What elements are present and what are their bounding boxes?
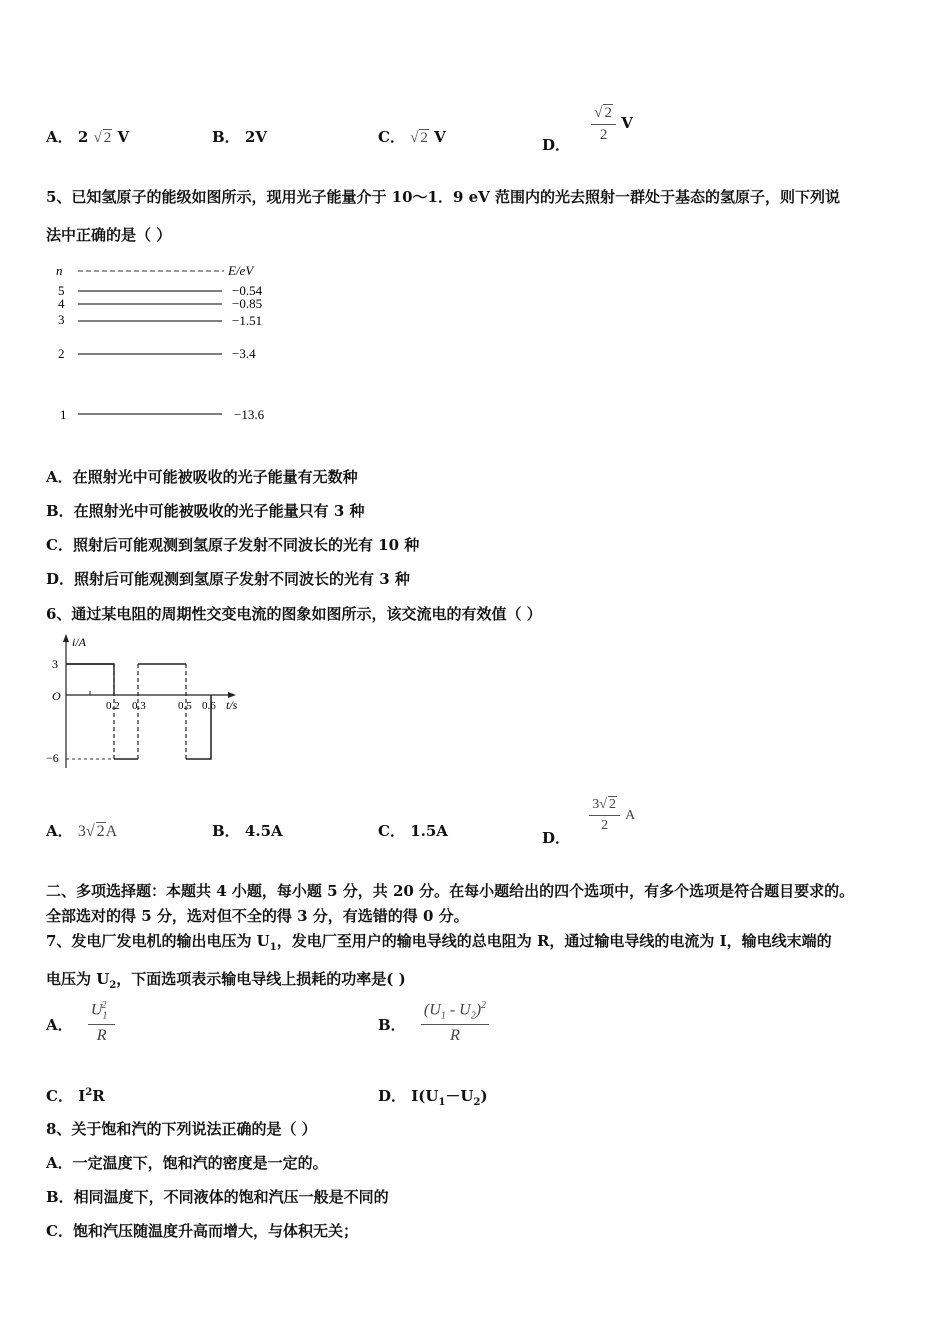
q5-stem-line1: 5、已知氢原子的能级如图所示，现用光子能量介于 10～1．9 eV 范围内的光去照射一群处于基态的氢原子，则下列说	[46, 188, 841, 206]
current-waveform	[66, 664, 114, 695]
y-tick-minus6: −6	[46, 751, 59, 765]
level-3-e: −1.51	[232, 313, 263, 328]
q7-option-c[interactable]: C． $I^2R$	[46, 1087, 105, 1105]
level-1-e: −13.6	[234, 407, 265, 422]
sqrt-symbol: √ 2	[85, 823, 105, 840]
q5-option-b[interactable]: B．在照射光中可能被吸收的光子能量只有 3 种	[46, 502, 365, 520]
fraction: $\frac{U_1^2}{R}$	[88, 1000, 116, 1045]
level-4-n: 4	[58, 296, 65, 311]
q5-stem-line2: 法中正确的是（ ）	[46, 226, 172, 244]
level-3-n: 3	[58, 312, 65, 327]
y-axis-arrow	[63, 634, 69, 642]
origin-label: O	[52, 689, 61, 703]
level-1-n: 1	[60, 407, 67, 422]
y-axis-label: i/A	[72, 635, 86, 649]
level-2-e: −3.4	[232, 346, 256, 361]
q6-stem: 6、通过某电阻的周期性交变电流的图象如图所示，该交流电的有效值（ ）	[46, 605, 542, 623]
q6-option-a[interactable]: A． 3√ 2A	[46, 822, 118, 840]
x-tick-06: 0.6	[202, 700, 216, 712]
q6-option-b[interactable]: B． 4.5A	[212, 822, 283, 840]
x-tick-03: 0.3	[132, 700, 146, 712]
q4-option-d[interactable]: D． $\frac{√ 2}{2}$ V	[542, 105, 633, 154]
x-tick-02: 0.2	[106, 700, 120, 712]
q8-option-c[interactable]: C．饱和汽压随温度升高而增大，与体积无关；	[46, 1222, 358, 1240]
level-2-n: 2	[58, 346, 65, 361]
sqrt-symbol: √ 2	[410, 130, 428, 146]
current-time-graph	[44, 632, 254, 772]
q5-option-a[interactable]: A．在照射光中可能被吸收的光子能量有无数种	[46, 468, 358, 486]
y-tick-3: 3	[52, 657, 58, 671]
level-4-e: −0.85	[232, 296, 263, 311]
energy-axis-label: E/eV	[228, 263, 254, 278]
q4-option-c[interactable]: C． √ 2 V	[378, 128, 446, 146]
q7-option-d[interactable]: D． $I(U_1-U_2)$	[378, 1087, 488, 1108]
q8-stem: 8、关于饱和汽的下列说法正确的是（ ）	[46, 1120, 317, 1138]
q7-option-b[interactable]: B． $\frac{(U_1 - U_2)^2}{R}$	[378, 1000, 489, 1045]
q5-option-d[interactable]: D．照射后可能观测到氢原子发射不同波长的光有 3 种	[46, 570, 410, 588]
level-5-n: 5	[58, 283, 65, 298]
fraction: $\frac{√ 2}{2}$	[591, 104, 616, 144]
section2-heading-line2: 全部选对的得 5 分，选对但不全的得 3 分，有选错的得 0 分。	[46, 907, 469, 925]
q7-stem-line2: 电压为 $U_2$，下面选项表示输电导线上损耗的功率是( )	[46, 970, 406, 991]
energy-level-diagram	[52, 262, 292, 432]
n-axis-label: n	[56, 263, 63, 278]
level-5-e: −0.54	[232, 283, 263, 298]
q5-option-c[interactable]: C．照射后可能观测到氢原子发射不同波长的光有 10 种	[46, 536, 420, 554]
q6-option-c[interactable]: C． 1.5A	[378, 822, 448, 840]
x-axis-label: t/s	[226, 698, 238, 712]
q7-option-a[interactable]: A． $\frac{U_1^2}{R}$	[46, 1000, 115, 1045]
section2-heading-line1: 二、多项选择题：本题共 4 小题，每小题 5 分，共 20 分。在每小题给出的四个选项中，有多个选项是符合题目要求的。	[46, 882, 855, 900]
q4-option-a[interactable]: A． 2 √ 2 V	[46, 128, 130, 146]
q8-option-a[interactable]: A．一定温度下，饱和汽的密度是一定的。	[46, 1154, 328, 1172]
q7-stem-line1: 7、发电厂发电机的输出电压为 $U_1$，发电厂至用户的输电导线的总电阻为 R，通过输电导线的电流为 I，输电线末端的	[46, 932, 832, 953]
x-tick-05: 0.5	[178, 700, 192, 712]
q8-option-b[interactable]: B．相同温度下，不同液体的饱和汽压一般是不同的	[46, 1188, 389, 1206]
q6-option-d[interactable]: D． $\frac{3√ 2}{2}$ A	[542, 797, 636, 847]
sqrt-symbol: √ 2	[93, 130, 112, 146]
fraction: $\frac{3√ 2}{2}$	[589, 796, 620, 834]
q4-option-b[interactable]: B． 2V	[212, 128, 267, 146]
fraction: $\frac{(U_1 - U_2)^2}{R}$	[421, 1000, 489, 1045]
